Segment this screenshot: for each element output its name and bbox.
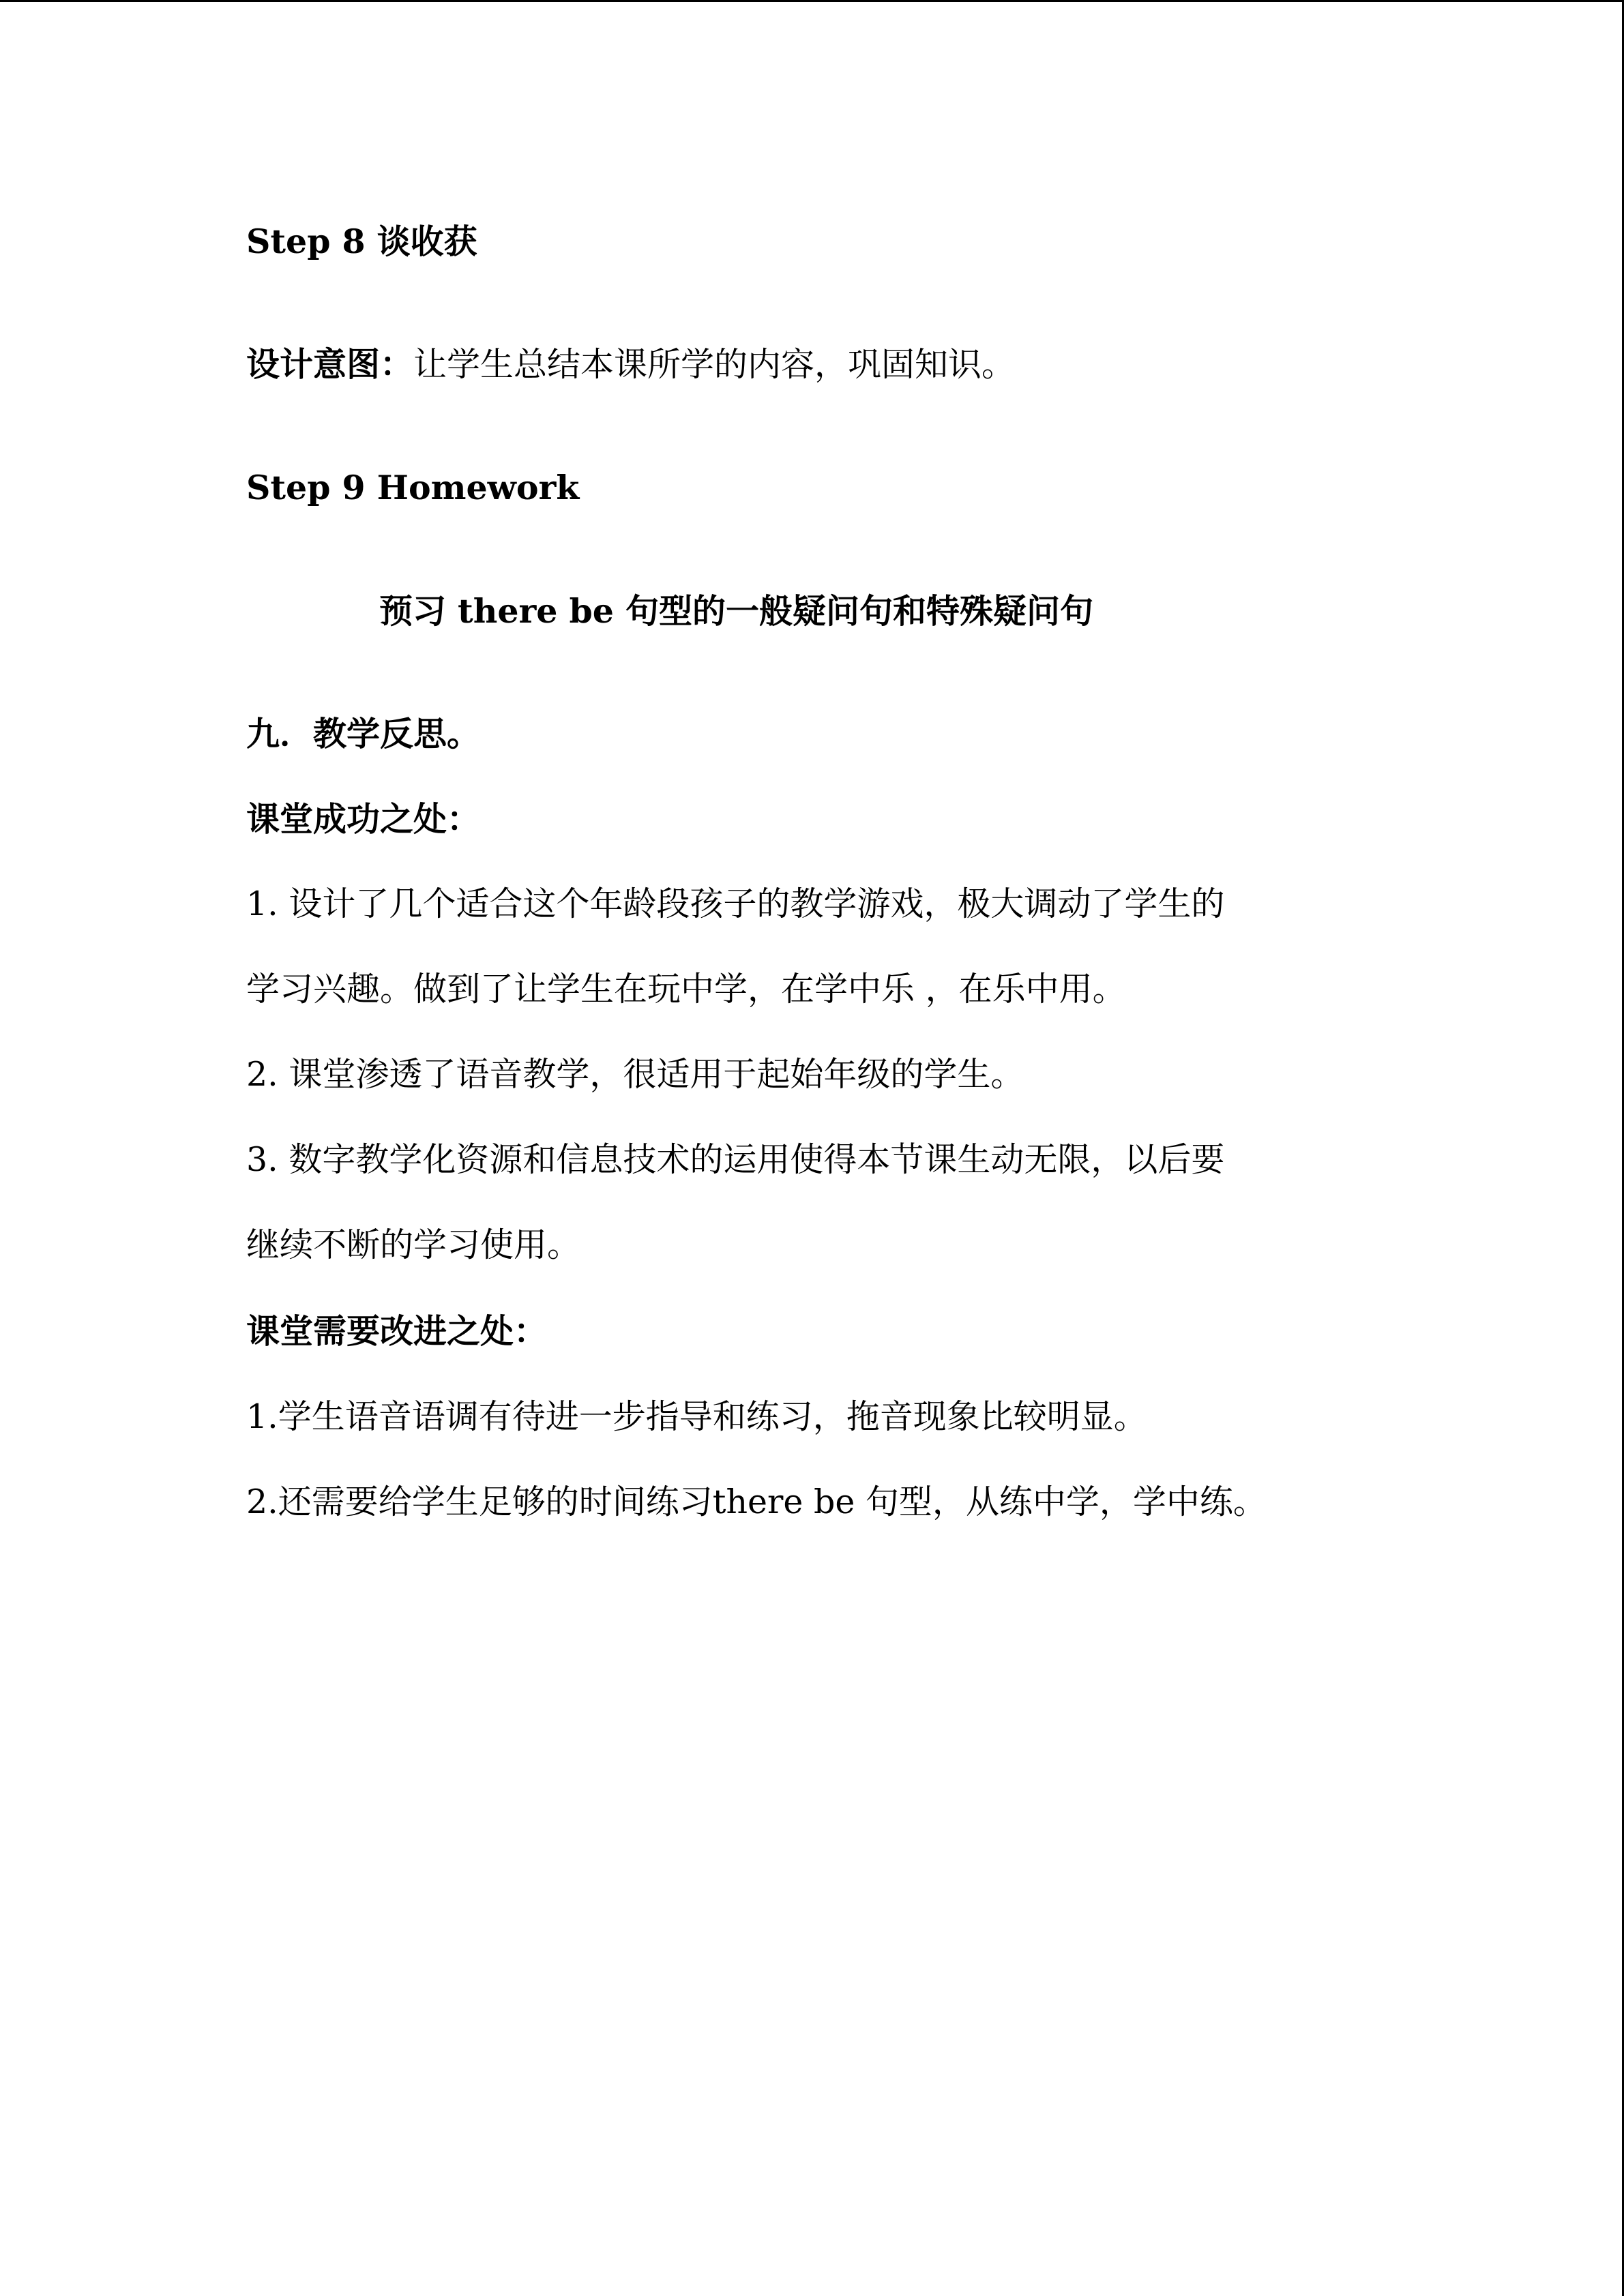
success-item-3-line-2: 继续不断的学习使用。 (246, 1225, 581, 1264)
homework-text: 预习 there be 句型的一般疑问句和特殊疑问句 (379, 591, 1094, 631)
success-item-1-line-2: 学习兴趣。做到了让学生在玩中学，在学中乐 ，在乐中用。 (246, 970, 1126, 1009)
improve-item-1: 1.学生语音语调有待进一步指导和练习，拖音现象比较明显。 (246, 1397, 1147, 1436)
step9-heading: Step 9 Homework (246, 468, 580, 507)
success-title: 课堂成功之处： (246, 799, 481, 839)
reflection-title: 九．教学反思。 (246, 714, 481, 754)
improve-item-2: 2.还需要给学生足够的时间练习there be 句型，从练中学，学中练。 (246, 1482, 1267, 1521)
success-item-3-line-1: 3. 数字教学化资源和信息技术的运用使得本节课生动无限，以后要 (246, 1140, 1225, 1179)
improve-title: 课堂需要改进之处： (246, 1311, 548, 1351)
success-item-2: 2. 课堂渗透了语音教学，很适用于起始年级的学生。 (246, 1055, 1024, 1094)
success-item-1-line-1: 1. 设计了几个适合这个年龄段孩子的教学游戏，极大调动了学生的 (246, 884, 1225, 923)
step8-heading: Step 8 谈收获 (246, 222, 477, 261)
design-intent-label: 设计意图： (246, 344, 414, 384)
design-intent-paragraph (246, 342, 1015, 387)
design-intent-text: 让学生总结本课所学的内容，巩固知识。 (413, 345, 1016, 384)
